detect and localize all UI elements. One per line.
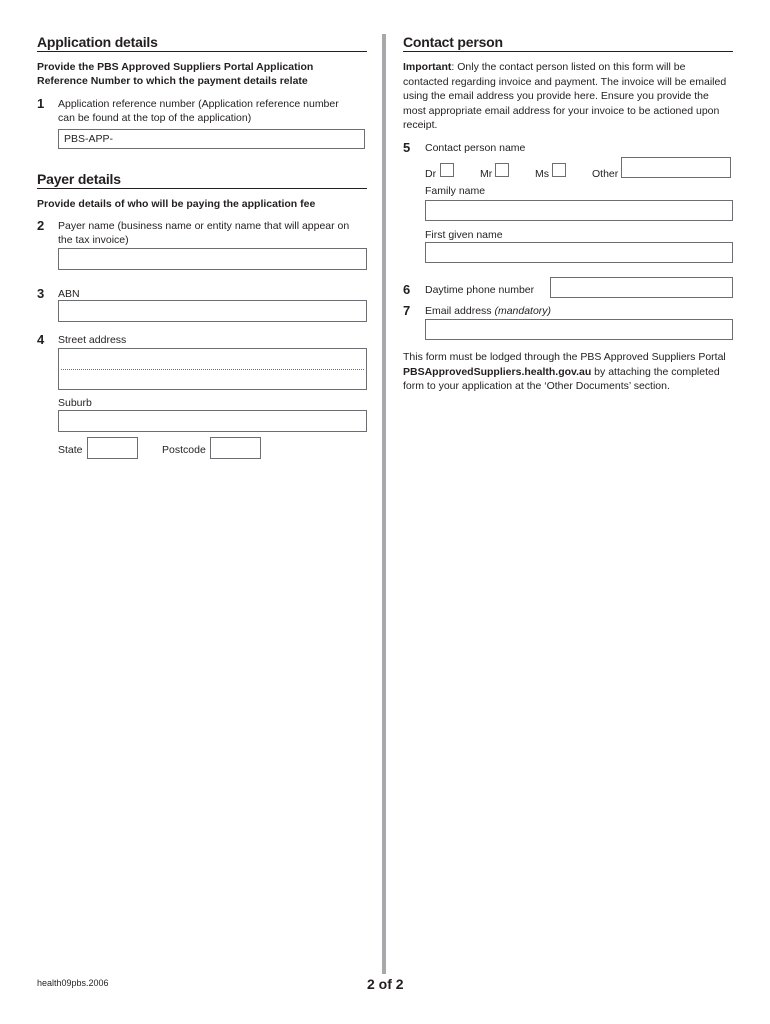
application-reference-field[interactable]	[58, 129, 365, 149]
postcode-input[interactable]	[211, 438, 260, 458]
email-label	[425, 304, 551, 318]
title-mr-label: Mr	[480, 168, 493, 180]
important-label: Important	[403, 61, 452, 73]
abn-field[interactable]	[58, 300, 367, 322]
street-address-label: Street address	[58, 334, 127, 346]
application-intro: Provide the PBS Approved Suppliers Portal Application Reference Number to which the payment details relate	[37, 61, 314, 87]
portal-link[interactable]: PBSApprovedSuppliers.health.gov.au	[403, 365, 592, 378]
application-reference-input[interactable]	[59, 130, 364, 148]
lodge-text-2: by attaching the completed form to your application at the ‘Other Documents’ section.	[403, 365, 720, 392]
question-number-7: 7	[403, 303, 411, 318]
question-number-3: 3	[37, 286, 45, 301]
state-field[interactable]	[87, 437, 138, 459]
first-given-name-input[interactable]	[426, 243, 732, 262]
title-dr-checkbox[interactable]	[440, 163, 454, 177]
title-ms-label: Ms	[535, 168, 549, 180]
contact-name-label: Contact person name	[425, 142, 526, 154]
state-label: State	[58, 444, 83, 456]
lodgement-instructions	[403, 350, 733, 394]
email-field[interactable]	[425, 319, 733, 340]
question-number-1: 1	[37, 96, 45, 111]
suburb-input[interactable]	[59, 411, 366, 431]
payer-details-heading: Payer details	[37, 171, 121, 187]
title-other-field[interactable]	[621, 157, 731, 178]
payer-intro: Provide details of who will be paying the application fee	[37, 198, 316, 210]
title-ms-checkbox[interactable]	[552, 163, 566, 177]
daytime-phone-field[interactable]	[550, 277, 733, 298]
family-name-input[interactable]	[426, 201, 732, 220]
first-given-name-field[interactable]	[425, 242, 733, 263]
abn-input[interactable]	[59, 301, 366, 321]
email-mandatory-note: (mandatory)	[494, 305, 552, 317]
lodge-text-1: This form must be lodged through the PBS Approved Suppliers Portal	[403, 351, 726, 363]
email-label-text: Email address	[425, 305, 492, 317]
section-rule	[37, 51, 367, 52]
title-other-input[interactable]	[622, 158, 730, 177]
page-number: 2 of 2	[367, 976, 404, 992]
title-mr-checkbox[interactable]	[495, 163, 509, 177]
suburb-label: Suburb	[58, 397, 92, 409]
column-divider	[382, 34, 386, 974]
email-input[interactable]	[426, 320, 732, 339]
contact-person-heading: Contact person	[403, 34, 503, 50]
title-other-label: Other	[592, 168, 619, 180]
application-reference-label: Application reference number (Application reference number can be found at the top of the application)	[58, 98, 339, 124]
family-name-label: Family name	[425, 185, 486, 197]
first-given-name-label: First given name	[425, 229, 503, 241]
street-address-field[interactable]	[58, 348, 367, 390]
question-number-5: 5	[403, 140, 411, 155]
suburb-field[interactable]	[58, 410, 367, 432]
form-code: health09pbs.2006	[37, 978, 109, 988]
address-line-divider	[61, 369, 364, 370]
important-note	[403, 60, 728, 133]
postcode-label: Postcode	[162, 444, 206, 456]
section-rule	[37, 188, 367, 189]
section-rule	[403, 51, 733, 52]
payer-name-input[interactable]	[59, 249, 366, 269]
payer-name-field[interactable]	[58, 248, 367, 270]
state-input[interactable]	[88, 438, 137, 458]
application-details-heading: Application details	[37, 34, 158, 50]
question-number-4: 4	[37, 332, 45, 347]
question-number-6: 6	[403, 282, 411, 297]
title-dr-label: Dr	[425, 168, 437, 180]
postcode-field[interactable]	[210, 437, 261, 459]
daytime-phone-label: Daytime phone number	[425, 284, 535, 296]
family-name-field[interactable]	[425, 200, 733, 221]
abn-label: ABN	[58, 288, 80, 300]
daytime-phone-input[interactable]	[551, 278, 732, 297]
question-number-2: 2	[37, 218, 45, 233]
payer-name-label: Payer name (business name or entity name that will appear on the tax invoice)	[58, 220, 350, 246]
important-text: : Only the contact person listed on this form will be contacted regarding invoice and payment. The invoice will be emailed using the email address you provide here. Ensure you provide the most appropriate email address for your invoice to be actioned upon receipt.	[403, 61, 727, 131]
